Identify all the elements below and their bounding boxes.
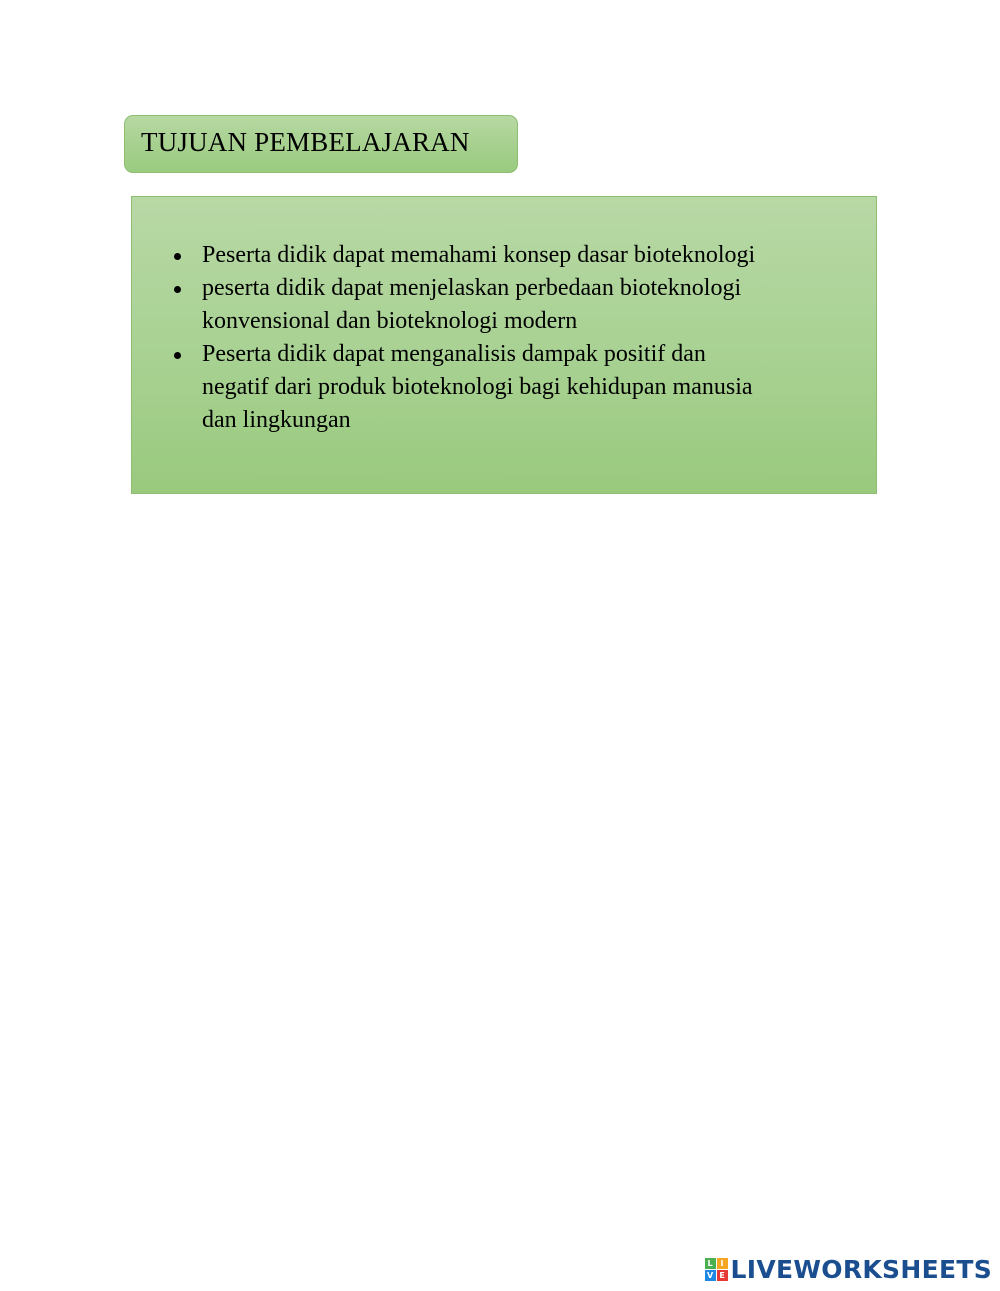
objective-text: Peserta didik dapat menganalisis dampak positif dan negatif dari produk bioteknologi bagi kehidupan manusia dan lingkungan <box>202 341 753 433</box>
bullet-icon <box>174 253 181 260</box>
list-item <box>132 338 772 437</box>
logo-letter: I <box>717 1258 728 1269</box>
logo-letter: L <box>705 1258 716 1269</box>
watermark-text: LIVEWORKSHEETS <box>730 1254 992 1284</box>
logo-letter: V <box>705 1270 716 1281</box>
bullet-icon <box>174 286 181 293</box>
objectives-box <box>131 196 877 494</box>
page-title: TUJUAN PEMBELAJARAN <box>141 127 470 157</box>
list-item <box>132 239 772 272</box>
logo-letter: E <box>717 1270 728 1281</box>
liveworksheets-logo-icon <box>705 1258 728 1281</box>
objective-text: peserta didik dapat menjelaskan perbedaan bioteknologi konvensional dan bioteknologi modern <box>202 275 742 334</box>
objectives-list <box>132 239 772 437</box>
objective-text: Peserta didik dapat memahami konsep dasar bioteknologi <box>202 242 756 268</box>
bullet-icon <box>174 352 181 359</box>
liveworksheets-watermark <box>705 1255 992 1283</box>
title-box <box>124 115 518 173</box>
list-item <box>132 272 772 338</box>
